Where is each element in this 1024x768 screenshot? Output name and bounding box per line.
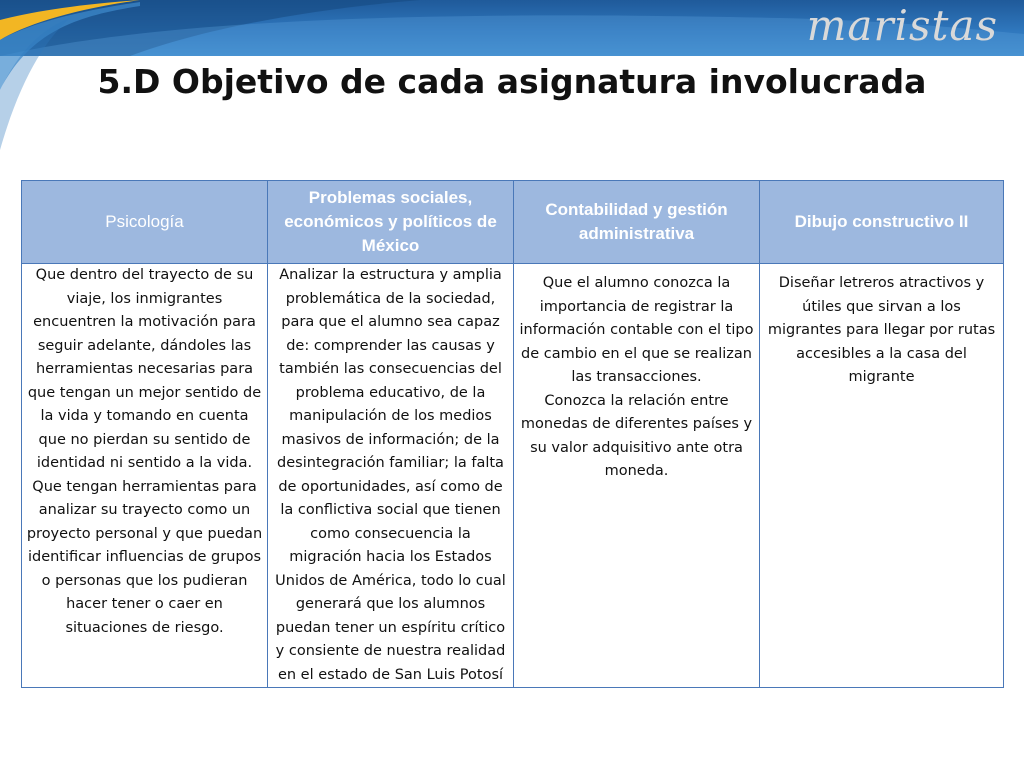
cell-paragraph: Que dentro del trayecto de su viaje, los inmigrantes encuentren la motivación para seguir adelante, dándoles las herramientas necesarias para que tengan un mejor sentido de la vida y tomando en cuenta que no pierdan su sentido de identidad ni sentido a la vida.: [27, 267, 262, 471]
table-header-row: [22, 181, 1004, 264]
page-title: 5.D Objetivo de cada asignatura involucrada: [97, 62, 927, 101]
cell-paragraph: Analizar la estructura y amplia problemática de la sociedad, para que el alumno sea capaz de: comprender las causas y también las consecuencias del problema educativo, de la manipulación de los medios masivos de información; de la desintegración familiar; la falta de oportunidades, así como de la conflictiva social que tienen como consecuencia la migración hacia los Estados Unidos de América, todo lo cual generará que los alumnos puedan tener un espíritu crítico y consiente de nuestra realidad en el estado de San Luis Potosí: [275, 267, 506, 683]
table-row: [22, 264, 1004, 688]
brand-logo: maristas: [806, 1, 998, 50]
cell-paragraph: Conozca la relación entre monedas de diferentes países y su valor adquisitivo ante otra moneda.: [520, 392, 753, 479]
header-banner: [0, 0, 1024, 56]
cell-psicologia: [22, 264, 268, 688]
cell-paragraph: Que el alumno conozca la importancia de registrar la información contable con el tipo de cambio en el que se realizan las transacciones.: [519, 275, 754, 385]
cell-contabilidad: [514, 264, 760, 688]
cell-paragraph: Que tengan herramientas para analizar su trayecto como un proyecto personal y que puedan identificar influencias de grupos o personas que los pudieran hacer tener o caer en situaciones de riesgo.: [26, 478, 263, 636]
cell-paragraph: Diseñar letreros atractivos y útiles que sirvan a los migrantes para llegar por rutas accesibles a la casa del migrante: [767, 275, 996, 385]
header-contabilidad: Contabilidad y gestión administrativa: [514, 181, 760, 264]
header-dibujo: Dibujo constructivo II: [760, 181, 1004, 264]
objectives-table: [21, 180, 1004, 688]
cell-problemas-sociales: [268, 264, 514, 688]
header-psicologia: Psicología: [22, 181, 268, 264]
cell-dibujo: [760, 264, 1004, 688]
header-problemas-sociales: Problemas sociales, económicos y políticos de México: [268, 181, 514, 264]
